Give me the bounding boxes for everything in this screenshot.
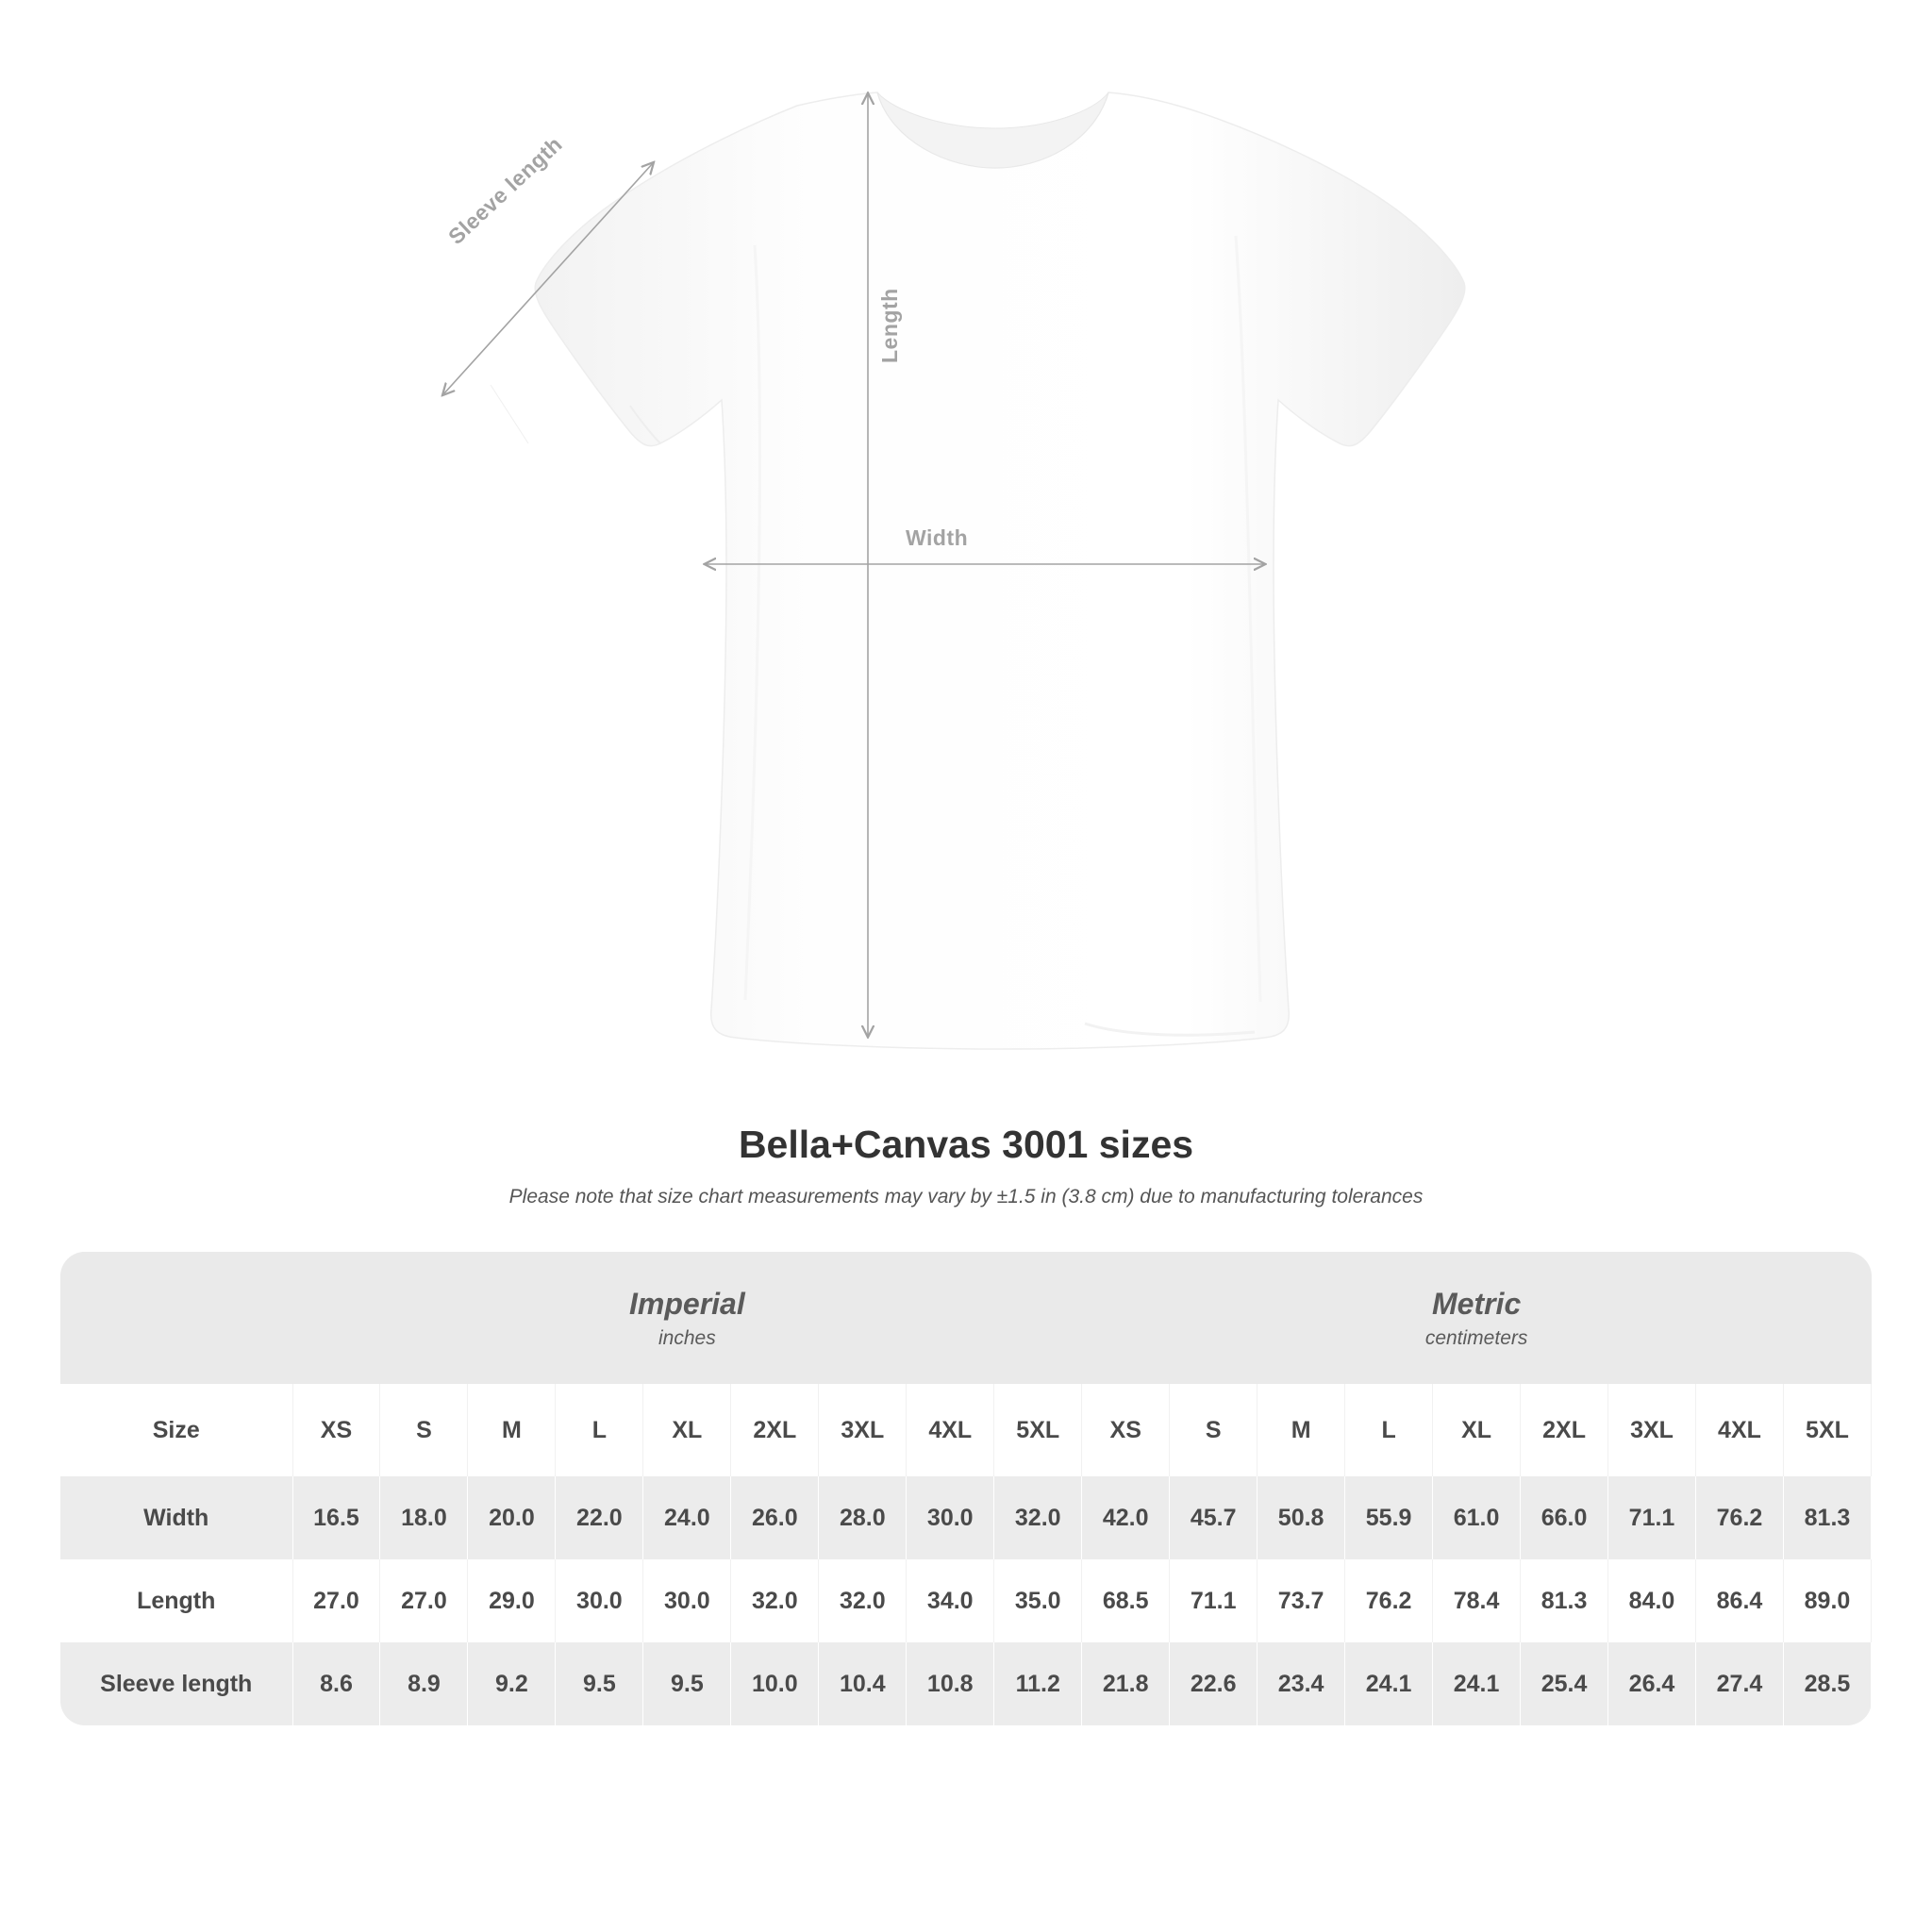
measurement-cell: 29.0 [468,1559,556,1642]
measurement-cell: 18.0 [380,1476,468,1559]
measurement-cell: 20.0 [468,1476,556,1559]
measurement-cell: 10.4 [819,1642,907,1725]
size-header-cell: XS [1082,1384,1170,1476]
measurement-cell: 25.4 [1521,1642,1608,1725]
measurement-row-label: Sleeve length [60,1642,292,1725]
size-header-cell: XL [643,1384,731,1476]
unit-sub-metric: centimeters [1424,1326,1528,1349]
measurement-cell: 42.0 [1082,1476,1170,1559]
size-header-cell: XS [292,1384,380,1476]
table-row [60,1559,1872,1642]
table-row [60,1476,1872,1559]
measurement-cell: 45.7 [1170,1476,1257,1559]
size-header-cell: 5XL [994,1384,1082,1476]
size-header-cell: 3XL [1608,1384,1696,1476]
measurement-cell: 68.5 [1082,1559,1170,1642]
measurement-cell: 66.0 [1521,1476,1608,1559]
size-header-cell: XL [1433,1384,1521,1476]
measurement-cell: 71.1 [1170,1559,1257,1642]
measurement-cell: 61.0 [1433,1476,1521,1559]
measurement-cell: 8.9 [380,1642,468,1725]
size-header-cell: M [1257,1384,1345,1476]
measurement-cell: 8.6 [292,1642,380,1725]
page-title: Bella+Canvas 3001 sizes [738,1123,1194,1166]
measurement-cell: 9.2 [468,1642,556,1725]
measurement-cell: 24.0 [643,1476,731,1559]
measurement-cell: 81.3 [1783,1476,1871,1559]
measurement-cell: 23.4 [1257,1642,1345,1725]
shirt-body [491,92,1465,1049]
measurement-cell: 35.0 [994,1559,1082,1642]
sleeve-length-label: Sleeve length [443,131,567,250]
measurement-cell: 81.3 [1521,1559,1608,1642]
measurement-cell: 24.1 [1345,1642,1433,1725]
table-row [60,1642,1872,1725]
measurement-cell: 32.0 [994,1476,1082,1559]
measurement-cell: 32.0 [819,1559,907,1642]
measurement-cell: 10.0 [731,1642,819,1725]
size-header-cell: 2XL [731,1384,819,1476]
size-header-cell: M [468,1384,556,1476]
measurement-row-label: Length [60,1559,292,1642]
measurement-cell: 86.4 [1696,1559,1784,1642]
measurement-cell: 30.0 [643,1559,731,1642]
unit-name-imperial: Imperial [629,1286,745,1321]
measurement-cell: 50.8 [1257,1476,1345,1559]
unit-header-metric [1082,1252,1872,1384]
size-header-cell: 4XL [907,1384,994,1476]
measurement-cell: 55.9 [1345,1476,1433,1559]
measurement-cell: 27.0 [380,1559,468,1642]
unit-name-metric: Metric [1431,1286,1522,1321]
measurement-cell: 10.8 [907,1642,994,1725]
size-header-cell: 3XL [819,1384,907,1476]
measurement-cell: 26.0 [731,1476,819,1559]
measurement-cell: 16.5 [292,1476,380,1559]
measurement-cell: 21.8 [1082,1642,1170,1725]
measurement-cell: 27.0 [292,1559,380,1642]
units-corner-cell [60,1252,292,1384]
unit-sub-imperial: inches [658,1326,716,1349]
measurement-cell: 9.5 [556,1642,643,1725]
measurement-cell: 76.2 [1345,1559,1433,1642]
measurement-cell: 24.1 [1433,1642,1521,1725]
measurement-cell: 73.7 [1257,1559,1345,1642]
size-header-row [60,1384,1872,1476]
size-header-cell: S [380,1384,468,1476]
measurement-cell: 71.1 [1608,1476,1696,1559]
measurement-cell: 76.2 [1696,1476,1784,1559]
length-label: Length [877,288,902,363]
measurement-cell: 26.4 [1608,1642,1696,1725]
size-row-label: Size [60,1384,292,1476]
measurement-cell: 30.0 [907,1476,994,1559]
measurement-cell: 28.0 [819,1476,907,1559]
units-header-row [60,1252,1872,1384]
size-header-cell: 5XL [1783,1384,1871,1476]
size-header-cell: L [1345,1384,1433,1476]
measurement-cell: 22.6 [1170,1642,1257,1725]
measurement-cell: 9.5 [643,1642,731,1725]
size-table-wrapper [60,1252,1872,1725]
size-header-cell: 4XL [1696,1384,1784,1476]
width-label: Width [906,525,969,550]
size-table [60,1252,1872,1725]
measurement-cell: 22.0 [556,1476,643,1559]
measurement-cell: 32.0 [731,1559,819,1642]
measurement-row-label: Width [60,1476,292,1559]
measurement-cell: 34.0 [907,1559,994,1642]
measurement-cell: 30.0 [556,1559,643,1642]
measurement-cell: 89.0 [1783,1559,1871,1642]
measurement-cell: 27.4 [1696,1642,1784,1725]
size-header-cell: 2XL [1521,1384,1608,1476]
unit-header-imperial [292,1252,1082,1384]
measurement-cell: 28.5 [1783,1642,1871,1725]
size-header-cell: S [1170,1384,1257,1476]
size-header-cell: L [556,1384,643,1476]
tolerance-note: Please note that size chart measurements may vary by ±1.5 in (3.8 cm) due to manufacturing tolerances [508,1186,1424,1208]
measurement-cell: 84.0 [1608,1559,1696,1642]
measurement-cell: 78.4 [1433,1559,1521,1642]
measurement-cell: 11.2 [994,1642,1082,1725]
